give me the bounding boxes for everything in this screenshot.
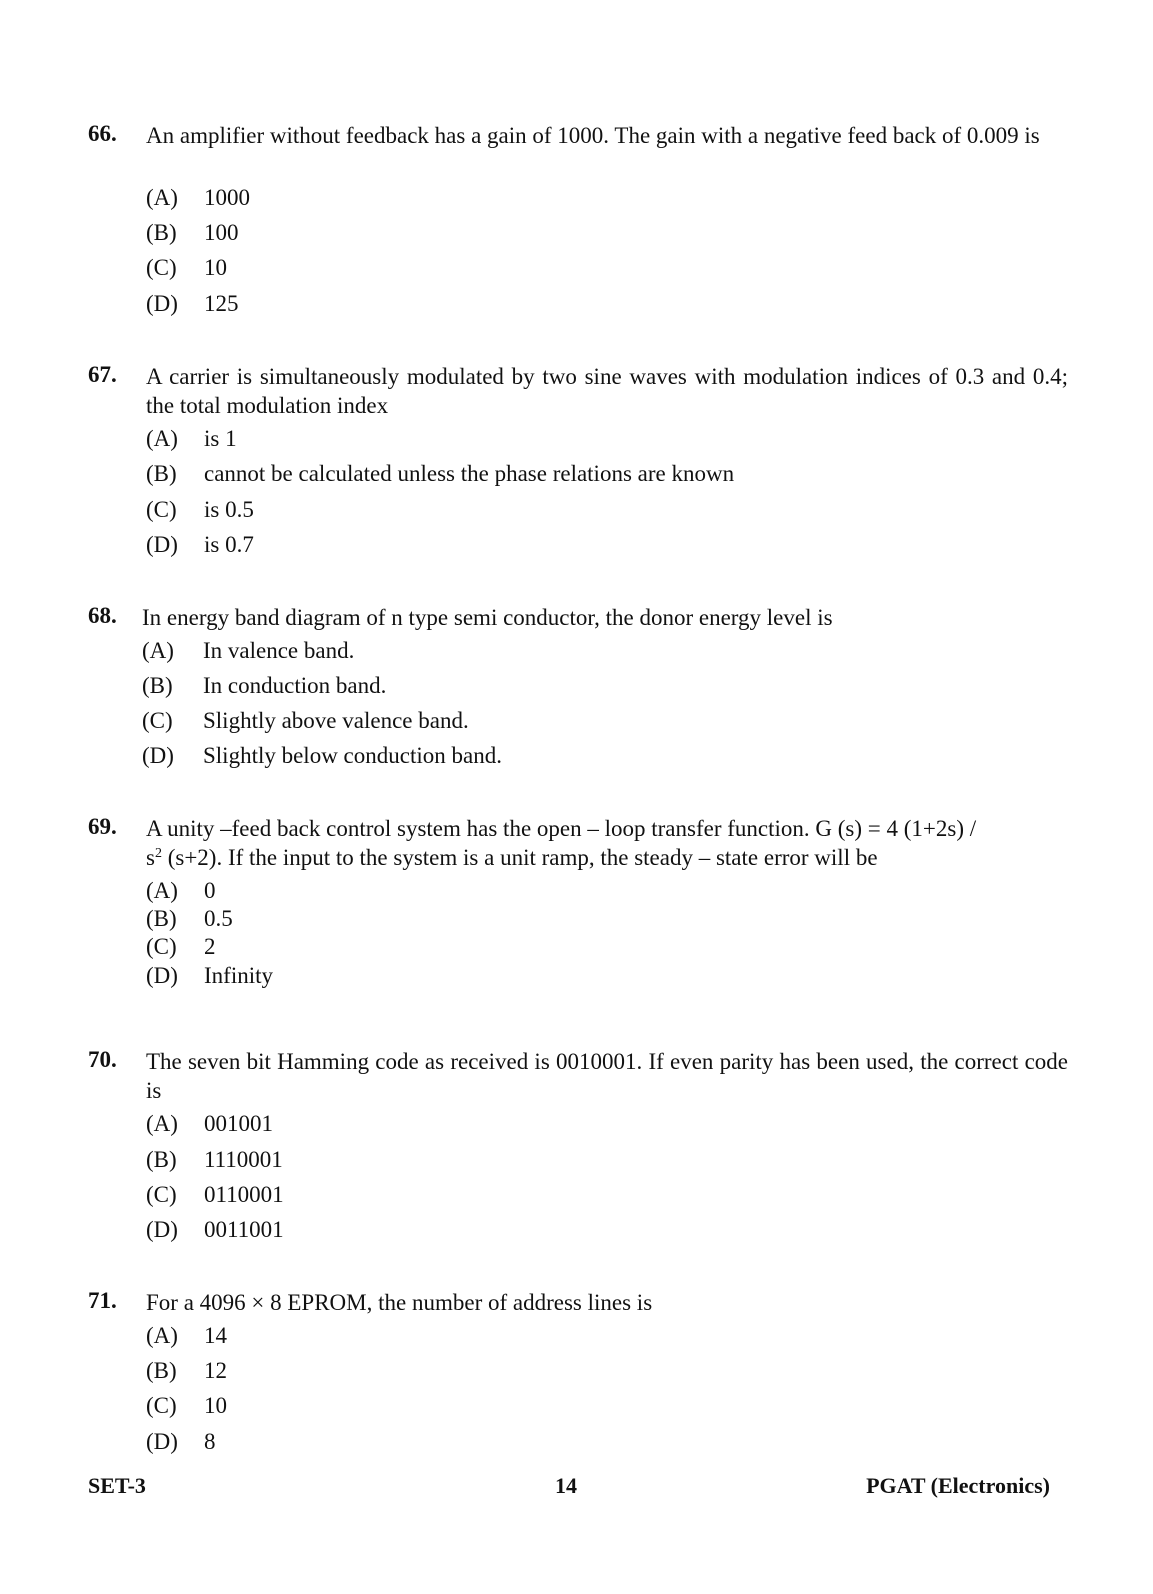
option-label: (A) xyxy=(146,1111,178,1136)
option-text: 0110001 xyxy=(204,1182,284,1207)
question-70 xyxy=(88,1047,1068,1242)
option-text: 100 xyxy=(204,220,239,245)
option-text: Slightly above valence band. xyxy=(203,708,469,733)
question-text-line2: (s+2). If the input to the system is a unit ramp, the steady – state error will be xyxy=(161,845,878,870)
option-c xyxy=(146,255,227,281)
footer-subject: PGAT (Electronics) xyxy=(866,1473,1050,1498)
option-label: (D) xyxy=(146,532,178,557)
option-a xyxy=(146,878,216,904)
option-text: 12 xyxy=(204,1358,227,1383)
option-text: 8 xyxy=(204,1429,216,1454)
question-text-line1: A unity –feed back control system has the open – loop transfer function. G (s) = 4 (1+2s) / xyxy=(146,816,977,841)
option-c xyxy=(146,1182,284,1208)
question-number: 68. xyxy=(88,603,117,628)
option-d xyxy=(142,743,502,769)
option-text: Slightly below conduction band. xyxy=(203,743,502,768)
option-label: (B) xyxy=(146,1147,177,1172)
option-text: 001001 xyxy=(204,1111,273,1136)
option-text: is 0.5 xyxy=(204,497,254,522)
option-c xyxy=(142,708,469,734)
option-b xyxy=(146,1358,227,1384)
option-text: Infinity xyxy=(204,963,273,988)
option-a xyxy=(146,426,237,452)
option-label: (C) xyxy=(146,1182,177,1207)
option-text: In valence band. xyxy=(203,638,355,663)
question-number: 67. xyxy=(88,362,117,387)
option-label: (C) xyxy=(146,497,177,522)
option-label: (C) xyxy=(146,255,177,280)
option-text: 125 xyxy=(204,291,239,316)
question-number: 69. xyxy=(88,814,117,839)
option-label: (D) xyxy=(146,291,178,316)
option-text: 14 xyxy=(204,1323,227,1348)
option-c xyxy=(146,497,254,523)
option-text: is 0.7 xyxy=(204,532,254,557)
question-69 xyxy=(88,814,1068,988)
option-label: (B) xyxy=(146,1358,177,1383)
option-b xyxy=(142,673,386,699)
option-label: (A) xyxy=(142,638,174,663)
question-number: 66. xyxy=(88,121,117,146)
option-d xyxy=(146,291,239,317)
option-d xyxy=(146,963,273,989)
option-text: 10 xyxy=(204,1393,227,1418)
option-b xyxy=(146,220,239,246)
footer-set: SET-3 xyxy=(88,1473,146,1498)
option-d xyxy=(146,532,254,558)
option-label: (A) xyxy=(146,185,178,210)
question-text: An amplifier without feedback has a gain of 1000. The gain with a negative feed back of 0.009 is xyxy=(146,123,1040,148)
option-b xyxy=(146,461,734,487)
option-label: (D) xyxy=(146,1217,178,1242)
option-b xyxy=(146,906,233,932)
option-a xyxy=(146,185,250,211)
option-label: (A) xyxy=(146,1323,178,1348)
variable-s: s xyxy=(146,845,155,870)
option-text: is 1 xyxy=(204,426,237,451)
option-label: (C) xyxy=(146,934,177,959)
question-67 xyxy=(88,362,1068,557)
option-label: (A) xyxy=(146,426,178,451)
option-label: (C) xyxy=(142,708,173,733)
option-text: 0011001 xyxy=(204,1217,284,1242)
option-label: (A) xyxy=(146,878,178,903)
question-text: In energy band diagram of n type semi conductor, the donor energy level is xyxy=(142,605,833,630)
option-text: 1000 xyxy=(204,185,250,210)
question-68 xyxy=(88,603,1068,768)
option-text: 1110001 xyxy=(204,1147,283,1172)
option-label: (C) xyxy=(146,1393,177,1418)
option-a xyxy=(146,1323,227,1349)
option-label: (D) xyxy=(146,963,178,988)
option-label: (D) xyxy=(142,743,174,768)
option-label: (B) xyxy=(142,673,173,698)
option-label: (B) xyxy=(146,461,177,486)
question-text: A carrier is simultaneously modulated by two sine waves with modulation indices of 0.3 and 0.4; the total modulation index xyxy=(146,364,1068,418)
option-text: 0 xyxy=(204,878,216,903)
option-label: (B) xyxy=(146,220,177,245)
question-text xyxy=(146,814,1068,872)
option-b xyxy=(146,1147,283,1173)
question-text: The seven bit Hamming code as received is 0010001. If even parity has been used, the correct code is xyxy=(146,1049,1068,1103)
option-c xyxy=(146,1393,227,1419)
question-text: For a 4096 × 8 EPROM, the number of address lines is xyxy=(146,1290,653,1315)
option-label: (D) xyxy=(146,1429,178,1454)
option-a xyxy=(142,638,354,664)
option-d xyxy=(146,1429,216,1455)
option-label: (B) xyxy=(146,906,177,931)
question-71 xyxy=(88,1288,1068,1454)
option-text: cannot be calculated unless the phase relations are known xyxy=(204,461,735,486)
option-text: 10 xyxy=(204,255,227,280)
question-66 xyxy=(88,121,1068,316)
option-a xyxy=(146,1111,273,1137)
option-text: In conduction band. xyxy=(203,673,387,698)
question-number: 71. xyxy=(88,1288,117,1313)
option-c xyxy=(146,934,216,960)
option-d xyxy=(146,1217,284,1243)
superscript: 2 xyxy=(154,846,162,861)
option-text: 2 xyxy=(204,934,216,959)
question-number: 70. xyxy=(88,1047,117,1072)
footer-page-number: 14 xyxy=(555,1473,577,1498)
option-text: 0.5 xyxy=(204,906,233,931)
